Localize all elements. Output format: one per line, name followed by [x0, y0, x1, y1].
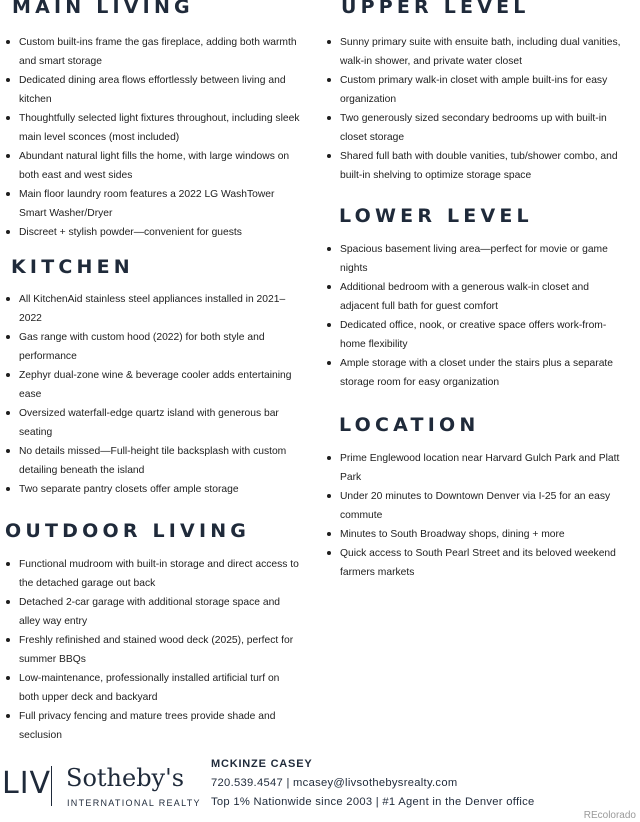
- list-item: Spacious basement living area—perfect for movie or game nights: [321, 240, 621, 278]
- list-item: Custom primary walk-in closet with ample built-ins for easy organization: [321, 71, 621, 109]
- list-item: All KitchenAid stainless steel appliances installed in 2021–2022: [0, 290, 300, 328]
- list-item: Additional bedroom with a generous walk-in closet and adjacent full bath for guest comfort: [321, 278, 621, 316]
- list-item: Under 20 minutes to Downtown Denver via I-25 for an easy commute: [321, 487, 621, 525]
- list-upper-level: [321, 33, 621, 185]
- list-outdoor-living: [0, 555, 300, 745]
- list-item: Prime Englewood location near Harvard Gulch Park and Platt Park: [321, 449, 621, 487]
- brand-divider: [51, 766, 52, 806]
- agent-tagline: Top 1% Nationwide since 2003 | #1 Agent in the Denver office: [211, 796, 535, 808]
- list-item: Freshly refinished and stained wood deck (2025), perfect for summer BBQs: [0, 631, 300, 669]
- list-item: Ample storage with a closet under the stairs plus a separate storage room for easy organization: [321, 354, 621, 392]
- list-kitchen: [0, 290, 300, 499]
- list-item: Gas range with custom hood (2022) for both style and performance: [0, 328, 300, 366]
- agent-name: MCKINZE CASEY: [211, 758, 313, 770]
- list-item: No details missed—Full-height tile backsplash with custom detailing beneath the island: [0, 442, 300, 480]
- heading-location: LOCATION: [339, 414, 480, 436]
- list-lower-level: [321, 240, 621, 392]
- list-item: Thoughtfully selected light fixtures throughout, including sleek main level sconces (most included): [0, 109, 300, 147]
- heading-kitchen: KITCHEN: [11, 256, 134, 278]
- list-item: Detached 2-car garage with additional storage space and alley way entry: [0, 593, 300, 631]
- heading-outdoor-living: OUTDOOR LIVING: [5, 520, 251, 542]
- list-item: Functional mudroom with built-in storage and direct access to the detached garage out back: [0, 555, 300, 593]
- list-item: Oversized waterfall-edge quartz island with generous bar seating: [0, 404, 300, 442]
- list-item: Full privacy fencing and mature trees provide shade and seclusion: [0, 707, 300, 745]
- brand-subtitle: INTERNATIONAL REALTY: [67, 798, 201, 808]
- agent-contact: 720.539.4547 | mcasey@livsothebysrealty.com: [211, 777, 458, 789]
- list-item: Two generously sized secondary bedrooms up with built-in closet storage: [321, 109, 621, 147]
- list-item: Dedicated office, nook, or creative space offers work-from-home flexibility: [321, 316, 621, 354]
- brand-sothebys-logo: Sotheby's: [66, 764, 185, 792]
- watermark: REcolorado: [583, 810, 636, 821]
- list-item: Zephyr dual-zone wine & beverage cooler adds entertaining ease: [0, 366, 300, 404]
- brand-liv-logo: LIV: [2, 766, 52, 801]
- list-item: Low-maintenance, professionally installed artificial turf on both upper deck and backyard: [0, 669, 300, 707]
- list-item: Discreet + stylish powder—convenient for guests: [0, 223, 300, 242]
- list-item: Sunny primary suite with ensuite bath, including dual vanities, walk-in shower, and private water closet: [321, 33, 621, 71]
- list-item: Quick access to South Pearl Street and its beloved weekend farmers markets: [321, 544, 621, 582]
- list-main-living: [0, 33, 300, 242]
- heading-lower-level: LOWER LEVEL: [339, 205, 533, 227]
- list-item: Dedicated dining area flows effortlessly between living and kitchen: [0, 71, 300, 109]
- heading-main-living: MAIN LIVING: [12, 0, 194, 18]
- list-item: Main floor laundry room features a 2022 LG WashTower Smart Washer/Dryer: [0, 185, 300, 223]
- list-item: Custom built-ins frame the gas fireplace, adding both warmth and smart storage: [0, 33, 300, 71]
- list-item: Shared full bath with double vanities, tub/shower combo, and built-in shelving to optimize storage space: [321, 147, 621, 185]
- list-item: Abundant natural light fills the home, with large windows on both east and west sides: [0, 147, 300, 185]
- list-item: Minutes to South Broadway shops, dining + more: [321, 525, 621, 544]
- list-location: [321, 449, 621, 582]
- heading-upper-level: UPPER LEVEL: [341, 0, 530, 18]
- list-item: Two separate pantry closets offer ample storage: [0, 480, 300, 499]
